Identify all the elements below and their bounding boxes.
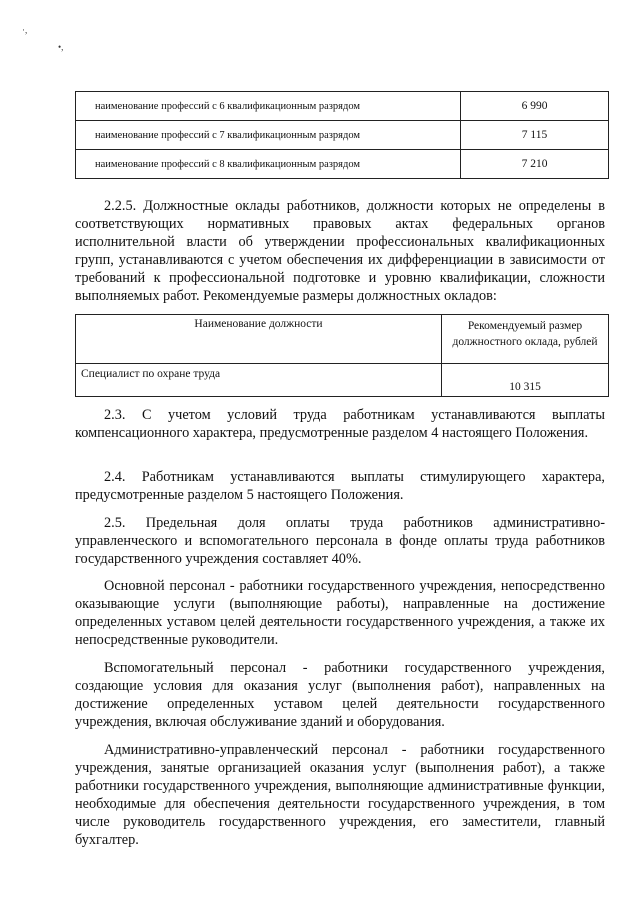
header-recommended-salary: Рекомендуемый размер должностного оклада, рублей bbox=[442, 315, 609, 364]
table-row bbox=[76, 364, 609, 397]
salary-value-cell: 7 115 bbox=[461, 121, 609, 150]
corner-mark: ·, bbox=[22, 25, 28, 35]
paragraph-admin-staff: Административно-управленческий персонал - работники государственного учреждения, занятые организацией оказания услуг (выполнения работ), а также работники государственного учреждения, выполняющие административные функции, необходимые для обеспечения деятельности государственного учреждения, в том числе руководитель государственного учреждения, его заместители, главный бухгалтер. bbox=[75, 742, 605, 848]
paragraph-2-3: 2.3. С учетом условий труда работникам устанавливаются выплаты компенсационного характера, предусмотренные разделом 4 настоящего Положения. bbox=[75, 407, 605, 441]
corner-scan-marks bbox=[22, 26, 63, 52]
paragraph-2-4: 2.4. Работникам устанавливаются выплаты стимулирующего характера, предусмотренные разделом 5 настоящего Положения. bbox=[75, 469, 605, 503]
table-header-row bbox=[76, 315, 609, 364]
table-row bbox=[76, 121, 609, 150]
profession-name-cell: наименование профессий с 8 квалификационным разрядом bbox=[76, 150, 461, 179]
header-position-name: Наименование должности bbox=[76, 315, 442, 364]
paragraph-support-staff: Вспомогательный персонал - работники государственного учреждения, создающие условия для оказания услуг (выполнения работ), направленных на достижение определенных уставом целей деятельности государственного учреждения, включая обслуживание зданий и оборудования. bbox=[75, 660, 605, 730]
salary-value-cell: 7 210 bbox=[461, 150, 609, 179]
position-name-cell: Специалист по охране труда bbox=[76, 364, 442, 397]
profession-name-cell: наименование профессий с 7 квалификационным разрядом bbox=[76, 121, 461, 150]
table-row bbox=[76, 92, 609, 121]
profession-name-cell: наименование профессий с 6 квалификационным разрядом bbox=[76, 92, 461, 121]
corner-mark: •, bbox=[58, 42, 64, 52]
salary-value-cell: 6 990 bbox=[461, 92, 609, 121]
table-row bbox=[76, 150, 609, 179]
paragraph-2-5: 2.5. Предельная доля оплаты труда работников административно-управленческого и вспомогательного персонала в фонде оплаты труда работников государственного учреждения составляет 40%. bbox=[75, 515, 605, 567]
professions-salary-table bbox=[75, 91, 609, 179]
paragraph-2-2-5: 2.2.5. Должностные оклады работников, должности которых не определены в соответствующих нормативных правовых актах федеральных органов исполнительной власти об утверждении профессиональных квалификационных групп, устанавливаются с учетом обеспечения их дифференциации в зависимости от требований к профессиональной подготовке и уровню квалификации, сложности выполняемых работ. Рекомендуемые размеры должностных окладов: bbox=[75, 198, 605, 304]
salary-value-cell: 10 315 bbox=[442, 364, 609, 397]
positions-salary-table bbox=[75, 314, 609, 397]
paragraph-main-staff: Основной персонал - работники государственного учреждения, непосредственно оказывающие услуги (выполняющие работы), направленные на достижение определенных уставом целей деятельности государственного учреждения, а также их непосредственные руководители. bbox=[75, 578, 605, 648]
